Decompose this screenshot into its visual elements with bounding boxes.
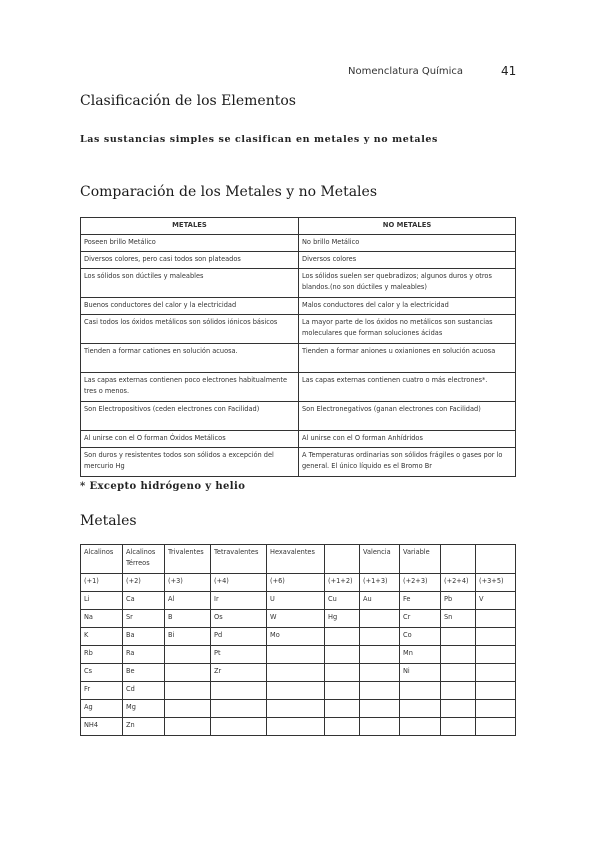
metals-cell [165, 700, 211, 718]
metals-cell [360, 682, 400, 700]
metals-cell [400, 682, 441, 700]
metals-cell: Ra [123, 646, 165, 664]
metals-cell: Be [123, 664, 165, 682]
metals-cell: Ag [81, 700, 123, 718]
metals-cell [360, 664, 400, 682]
metals-cell: Mn [400, 646, 441, 664]
metals-cell: (+3) [165, 574, 211, 592]
metals-cell [441, 628, 476, 646]
column-header-no-metales: NO METALES [299, 218, 516, 235]
comparison-row [81, 269, 516, 298]
metals-cell: (+1+3) [360, 574, 400, 592]
metals-cell [165, 682, 211, 700]
metals-cell: Co [400, 628, 441, 646]
nonmetal-property-cell: Las capas externas contienen cuatro o más electrones*. [299, 373, 516, 402]
metals-cell: Pd [211, 628, 267, 646]
metals-cell [211, 682, 267, 700]
metals-cell: W [267, 610, 325, 628]
metals-cell [360, 628, 400, 646]
running-title: Nomenclatura Química [348, 66, 464, 77]
metals-cell [476, 646, 516, 664]
metals-cell [476, 628, 516, 646]
metals-cell [325, 628, 360, 646]
metals-cell [441, 700, 476, 718]
metals-cell: (+1) [81, 574, 123, 592]
metals-cell: Cu [325, 592, 360, 610]
metals-cell [325, 646, 360, 664]
metal-property-cell: Los sólidos son dúctiles y maleables [81, 269, 299, 298]
metals-cell [267, 700, 325, 718]
metals-cell: Fe [400, 592, 441, 610]
section-title-clasificacion: Clasificación de los Elementos [80, 93, 296, 109]
metals-cell: Au [360, 592, 400, 610]
metals-cell: Li [81, 592, 123, 610]
metals-cell [441, 545, 476, 574]
metals-header-row [81, 545, 516, 574]
metals-cell: K [81, 628, 123, 646]
metals-cell [441, 718, 476, 736]
metals-cell: B [165, 610, 211, 628]
metals-cell [211, 718, 267, 736]
comparison-row [81, 298, 516, 315]
metals-cell [165, 718, 211, 736]
metals-cell [325, 718, 360, 736]
nonmetal-property-cell: Los sólidos suelen ser quebradizos; algunos duros y otros blandos.(no son dúctiles y maleables) [299, 269, 516, 298]
metals-cell [360, 700, 400, 718]
metals-cell: Pb [441, 592, 476, 610]
comparison-row [81, 448, 516, 477]
metals-cell: Variable [400, 545, 441, 574]
metals-cell: NH4 [81, 718, 123, 736]
metals-cell: Trivalentes [165, 545, 211, 574]
metals-cell [441, 664, 476, 682]
metals-cell [441, 682, 476, 700]
comparison-row [81, 235, 516, 252]
metals-cell [400, 700, 441, 718]
metals-cell: Sn [441, 610, 476, 628]
comparison-row [81, 402, 516, 431]
metals-row [81, 574, 516, 592]
metals-cell: Tetravalentes [211, 545, 267, 574]
metals-cell: Pt [211, 646, 267, 664]
metals-cell: Fr [81, 682, 123, 700]
section-title-comparacion: Comparación de los Metales y no Metales [80, 184, 378, 200]
metals-cell: Sr [123, 610, 165, 628]
metals-cell [211, 700, 267, 718]
metal-property-cell: Las capas externas contienen poco electrones habitualmente tres o menos. [81, 373, 299, 402]
metals-cell: Mg [123, 700, 165, 718]
metal-property-cell: Diversos colores, pero casi todos son plateados [81, 252, 299, 269]
metals-row [81, 682, 516, 700]
metals-cell [267, 682, 325, 700]
metals-cell: (+1+2) [325, 574, 360, 592]
metals-row [81, 610, 516, 628]
metals-cell: (+2) [123, 574, 165, 592]
metals-cell: Bi [165, 628, 211, 646]
metals-cell: Os [211, 610, 267, 628]
metal-property-cell: Son duros y resistentes todos son sólidos a excepción del mercurio Hg [81, 448, 299, 477]
comparison-table [80, 217, 516, 477]
metals-cell: Alcalinos Térreos [123, 545, 165, 574]
metals-row [81, 646, 516, 664]
metals-cell: Zr [211, 664, 267, 682]
metals-cell [325, 664, 360, 682]
metals-cell: Hg [325, 610, 360, 628]
metals-cell [476, 682, 516, 700]
metals-cell [476, 545, 516, 574]
metals-cell [476, 664, 516, 682]
metals-cell: Ni [400, 664, 441, 682]
comparison-row [81, 315, 516, 344]
metals-row [81, 664, 516, 682]
comparison-row [81, 373, 516, 402]
metals-cell: Ba [123, 628, 165, 646]
metals-row [81, 628, 516, 646]
section-subtitle: Las sustancias simples se clasifican en metales y no metales [80, 134, 438, 145]
metal-property-cell: Al unirse con el O forman Óxidos Metálicos [81, 431, 299, 448]
comparison-row [81, 344, 516, 373]
nonmetal-property-cell: La mayor parte de los óxidos no metálicos son sustancias moleculares que forman soluciones ácidas [299, 315, 516, 344]
metal-property-cell: Casi todos los óxidos metálicos son sólidos iónicos básicos [81, 315, 299, 344]
metals-row [81, 592, 516, 610]
nonmetal-property-cell: Tienden a formar aniones u oxianiones en solución acuosa [299, 344, 516, 373]
metal-property-cell: Poseen brillo Metálico [81, 235, 299, 252]
metals-cell: Zn [123, 718, 165, 736]
page-number: 41 [501, 64, 517, 78]
comparison-row [81, 431, 516, 448]
metals-cell [267, 664, 325, 682]
nonmetal-property-cell: No brillo Metálico [299, 235, 516, 252]
footnote: * Excepto hidrógeno y helio [80, 481, 246, 492]
nonmetal-property-cell: A Temperaturas ordinarias son sólidos frágiles o gases por lo general. El único líquido es el Bromo Br [299, 448, 516, 477]
metal-property-cell: Son Electropositivos (ceden electrones con Facilidad) [81, 402, 299, 431]
metal-property-cell: Buenos conductores del calor y la electricidad [81, 298, 299, 315]
metals-cell: Al [165, 592, 211, 610]
metals-cell [165, 664, 211, 682]
nonmetal-property-cell: Diversos colores [299, 252, 516, 269]
metals-cell: Mo [267, 628, 325, 646]
metals-cell [267, 646, 325, 664]
metals-cell [325, 682, 360, 700]
comparison-header-row [81, 218, 516, 235]
nonmetal-property-cell: Son Electronegativos (ganan electrones con Facilidad) [299, 402, 516, 431]
metals-cell: Rb [81, 646, 123, 664]
metals-cell: Valencia [360, 545, 400, 574]
metals-cell: Alcalinos [81, 545, 123, 574]
metals-cell [400, 718, 441, 736]
metal-property-cell: Tienden a formar cationes en solución acuosa. [81, 344, 299, 373]
metals-cell: U [267, 592, 325, 610]
metals-row [81, 700, 516, 718]
metals-cell: Cs [81, 664, 123, 682]
metals-cell: Na [81, 610, 123, 628]
metals-cell: Cr [400, 610, 441, 628]
metals-cell: V [476, 592, 516, 610]
column-header-metales: METALES [81, 218, 299, 235]
metals-cell [476, 718, 516, 736]
metals-cell [360, 610, 400, 628]
metals-cell: (+3+5) [476, 574, 516, 592]
metals-cell: (+6) [267, 574, 325, 592]
metals-cell [476, 700, 516, 718]
metals-cell [360, 718, 400, 736]
metals-row [81, 718, 516, 736]
section-title-metales: Metales [80, 513, 137, 529]
metals-cell [165, 646, 211, 664]
metals-cell: (+4) [211, 574, 267, 592]
metals-cell: Cd [123, 682, 165, 700]
metals-cell [325, 545, 360, 574]
metals-cell [325, 700, 360, 718]
metals-cell: (+2+4) [441, 574, 476, 592]
metals-cell: (+2+3) [400, 574, 441, 592]
metals-cell: Ca [123, 592, 165, 610]
metals-cell [476, 610, 516, 628]
metals-cell: Ir [211, 592, 267, 610]
metals-cell: Hexavalentes [267, 545, 325, 574]
metals-table [80, 544, 516, 736]
metals-cell [360, 646, 400, 664]
metals-cell [267, 718, 325, 736]
metals-cell [441, 646, 476, 664]
nonmetal-property-cell: Malos conductores del calor y la electricidad [299, 298, 516, 315]
comparison-row [81, 252, 516, 269]
nonmetal-property-cell: Al unirse con el O forman Anhídridos [299, 431, 516, 448]
